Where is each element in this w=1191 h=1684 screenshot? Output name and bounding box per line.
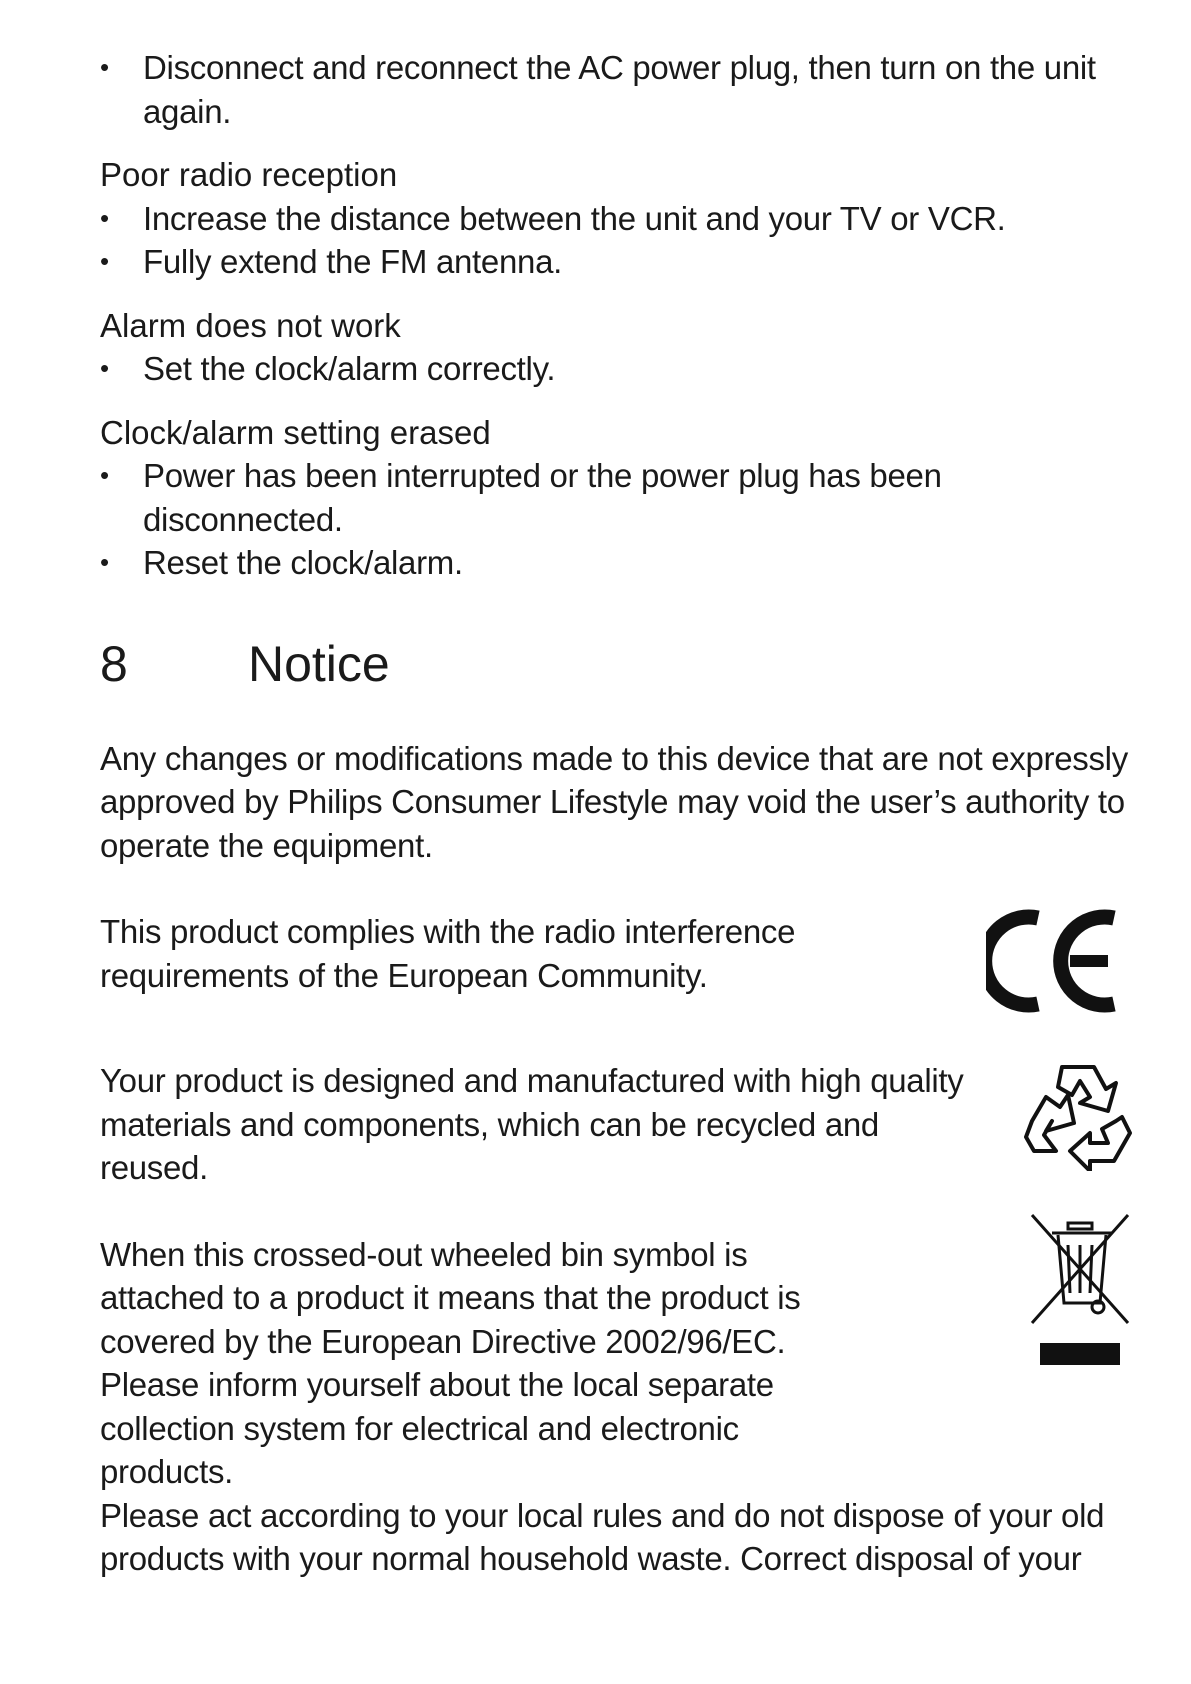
notice-paragraph-disposal: Please act according to your local rules and do not dispose of your old products with your normal household waste. Correct disposal of your — [100, 1496, 1105, 1577]
ce-compliance-row — [100, 910, 1130, 1016]
bullet-list — [100, 454, 1130, 585]
list-item: • Reset the clock/alarm. — [100, 541, 1130, 585]
bullet-list — [100, 347, 1130, 391]
list-item: • Set the clock/alarm correctly. — [100, 347, 1130, 391]
notice-paragraph-recycle: Your product is designed and manufactured with high quality materials and components, which can be recycled and reused. — [100, 1062, 964, 1186]
notice-paragraph-collection: Please inform yourself about the local separate collection system for electrical and electronic products. — [100, 1366, 774, 1490]
notice-paragraph-modifications: Any changes or modifications made to this device that are not expressly approved by Philips Consumer Lifestyle may void the user’s authority to operate the equipment. — [100, 739, 1128, 864]
section-heading — [100, 631, 1130, 697]
subheading: Poor radio reception — [100, 156, 398, 193]
ce-mark-icon — [986, 906, 1126, 1016]
recycle-row — [100, 1059, 1130, 1190]
document-page — [100, 46, 1130, 1581]
notice-paragraph-ce: This product complies with the radio interference requirements of the European Community. — [100, 913, 796, 994]
subheading: Alarm does not work — [100, 306, 401, 344]
weee-row — [100, 1233, 1130, 1494]
list-item: • Disconnect and reconnect the AC power plug, then turn on the unit again. — [100, 46, 1130, 133]
notice-paragraph-weee: When this crossed-out wheeled bin symbol is attached to a product it means that the product is covered by the European Directive 2002/96/EC. — [100, 1235, 801, 1360]
list-item: • Increase the distance between the unit and your TV or VCR. — [100, 197, 1130, 241]
troubleshoot-clock-erased — [100, 411, 1130, 585]
troubleshoot-alarm — [100, 304, 1130, 391]
list-item: • Fully extend the FM antenna. — [100, 240, 1130, 284]
section-title: Notice — [248, 635, 390, 692]
subheading: Clock/alarm setting erased — [100, 413, 491, 451]
crossed-out-wheeled-bin-icon — [1030, 1213, 1130, 1383]
weee-text-block — [100, 1233, 1030, 1494]
troubleshoot-poor-radio — [100, 153, 1130, 284]
recycle-icon — [1018, 1059, 1138, 1171]
top-bullet-list — [100, 46, 1130, 133]
section-number: 8 — [100, 635, 128, 692]
bullet-list — [100, 197, 1130, 284]
list-item: • Power has been interrupted or the power plug has been disconnected. — [100, 454, 1130, 541]
